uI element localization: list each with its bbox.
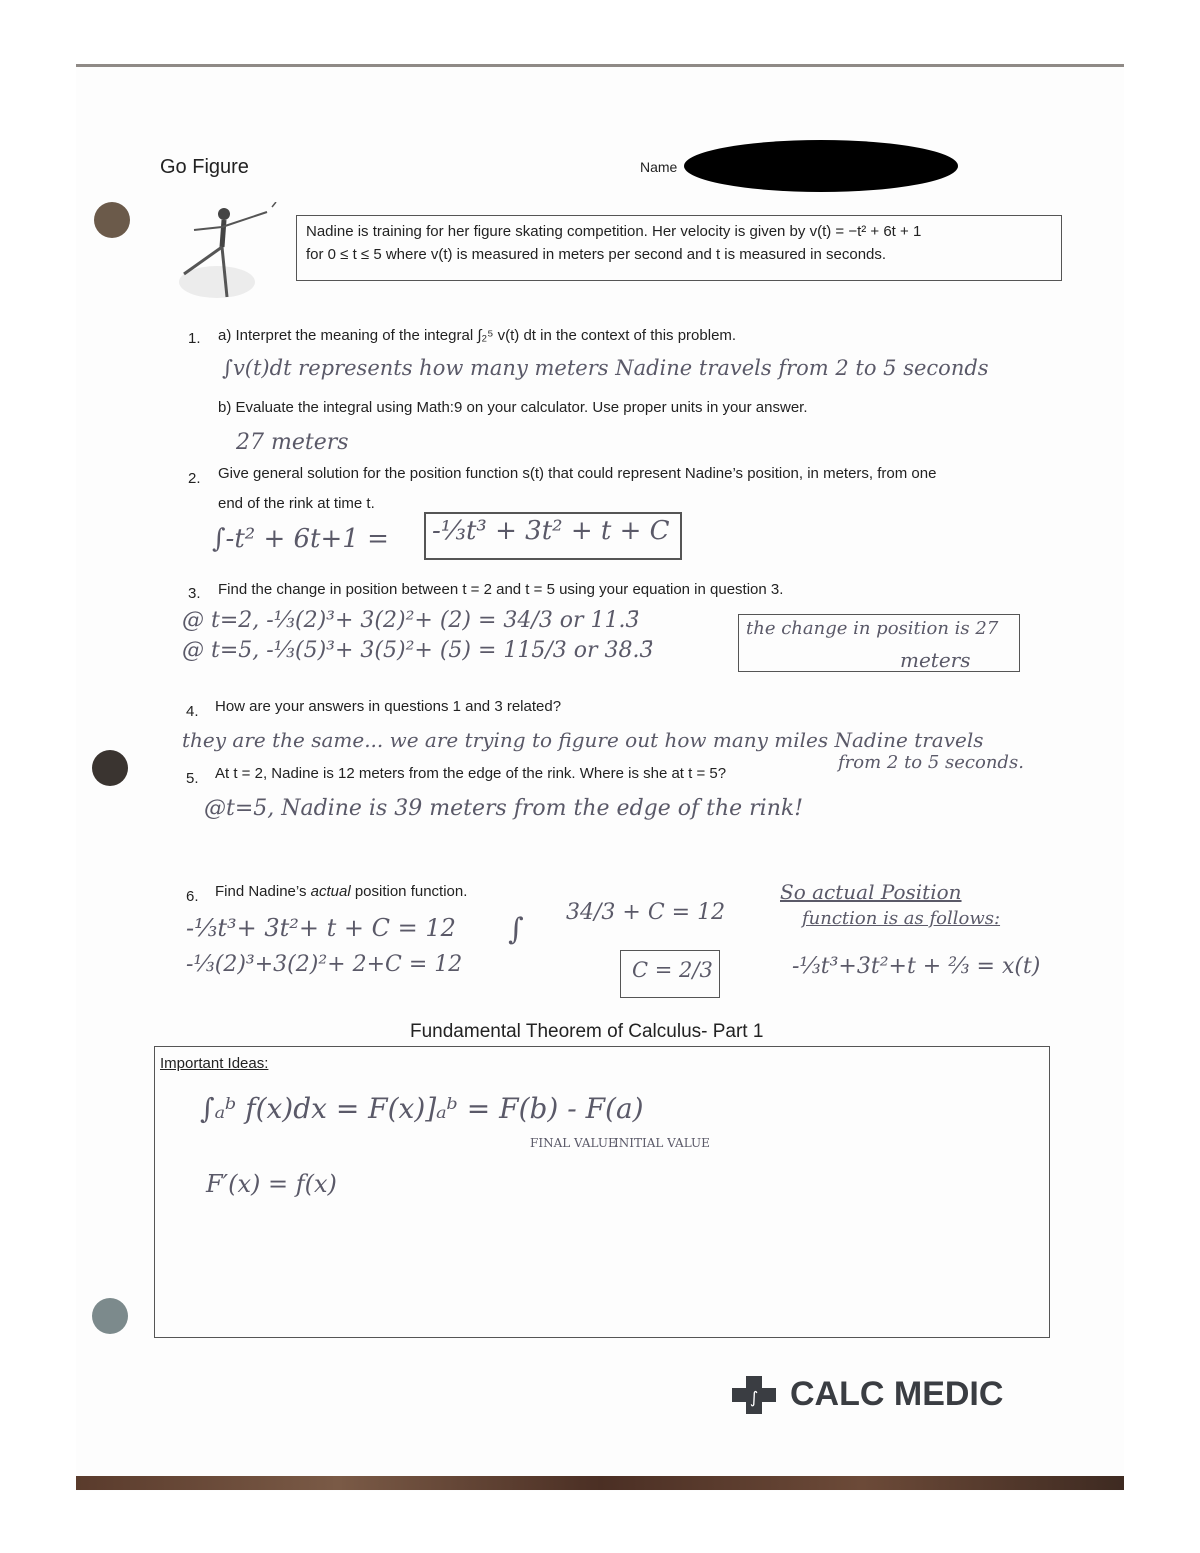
- question-2-number: 2.: [188, 470, 201, 487]
- question-6-substitution-arrow: ∫: [508, 912, 524, 947]
- question-3-text: Find the change in position between t = 2 and t = 5 using your equation in question 3.: [218, 581, 784, 598]
- question-3-work-line-2: @ t=5, -⅓(5)³+ 3(5)²+ (5) = 115/3 or 38.3̄: [182, 638, 654, 663]
- question-6-number: 6.: [186, 888, 199, 905]
- question-3-number: 3.: [188, 585, 201, 602]
- question-2-text-line-2: end of the rink at time t.: [218, 495, 375, 512]
- question-3-work-line-1: @ t=2, -⅓(2)³+ 3(2)²+ (2) = 34/3 or 11.3̄: [182, 608, 640, 633]
- intro-line-2: for 0 ≤ t ≤ 5 where v(t) is measured in meters per second and t is measured in seconds.: [306, 246, 887, 263]
- question-2-work: ∫-t² + 6t+1 =: [212, 524, 389, 554]
- question-6-text: Find Nadine’s actual position function.: [215, 883, 468, 900]
- question-6-conclusion-line-2: function is as follows:: [802, 908, 1001, 929]
- punch-hole-middle: [92, 750, 128, 786]
- ftc-initial-value-label: INITIAL VALUE: [614, 1136, 710, 1150]
- question-1b-text: b) Evaluate the integral using Math:9 on your calculator. Use proper units in your answer.: [218, 399, 808, 416]
- question-4-number: 4.: [186, 703, 199, 720]
- question-1-number: 1.: [188, 330, 201, 347]
- redacted-name: [684, 140, 958, 192]
- question-6-conclusion-line-1: So actual Position: [780, 880, 962, 904]
- ftc-formula: ∫ₐᵇ f(x)dx = F(x)]ₐᵇ = F(b) - F(a): [200, 1092, 644, 1125]
- question-1b-answer: 27 meters: [236, 430, 349, 455]
- ftc-section-title: Fundamental Theorem of Calculus- Part 1: [410, 1021, 764, 1042]
- punch-hole-bottom: [92, 1298, 128, 1334]
- question-1a-text: a) Interpret the meaning of the integral ∫₂⁵ v(t) dt in the context of this problem.: [218, 327, 737, 344]
- punch-hole-top: [94, 202, 130, 238]
- brand-name: CALC MEDIC: [790, 1375, 1004, 1413]
- name-label: Name: [640, 159, 678, 175]
- calc-medic-logo-icon: [732, 1376, 776, 1414]
- scan-edge: [76, 1476, 1124, 1490]
- intro-line-1: Nadine is training for her figure skating competition. Her velocity is given by v(t) = −t² + 6t + 1: [306, 223, 922, 240]
- worksheet-title: Go Figure: [160, 156, 249, 178]
- ftc-final-value-label: FINAL VALUE: [530, 1136, 617, 1150]
- question-2-boxed-answer: -⅓t³ + 3t² + t + C: [432, 516, 670, 546]
- question-6-work-line-1: -⅓t³+ 3t²+ t + C = 12: [186, 914, 456, 942]
- question-6-work-line-2: -⅓(2)³+3(2)²+ 2+C = 12: [186, 952, 463, 977]
- question-6-mid-line: 34/3 + C = 12: [566, 900, 726, 925]
- svg-text:∫: ∫: [749, 1388, 759, 1407]
- ftc-derivative: F′(x) = f(x): [206, 1170, 337, 1198]
- question-3-boxed-line-1: the change in position is 27: [746, 618, 999, 639]
- question-4-answer-line-1: they are the same... we are trying to figure out how many miles Nadine travels: [182, 728, 984, 752]
- question-4-answer-line-2: from 2 to 5 seconds.: [838, 752, 1024, 773]
- question-6-final-function: -⅓t³+3t²+t + ⅔ = x(t): [792, 954, 1041, 979]
- question-5-answer: @t=5, Nadine is 39 meters from the edge of the rink!: [204, 796, 804, 821]
- question-4-text: How are your answers in questions 1 and 3 related?: [215, 698, 562, 715]
- question-1a-answer: ∫v(t)dt represents how many meters Nadine travels from 2 to 5 seconds: [222, 356, 989, 380]
- important-ideas-label: Important Ideas:: [160, 1055, 269, 1072]
- question-2-text-line-1: Give general solution for the position function s(t) that could represent Nadine’s position, in meters, from one: [218, 465, 937, 482]
- question-5-number: 5.: [186, 770, 199, 787]
- figure-skater-icon: [172, 202, 282, 302]
- question-6-constant: C = 2/3: [632, 958, 713, 982]
- question-3-boxed-line-2: meters: [900, 648, 971, 672]
- question-5-text: At t = 2, Nadine is 12 meters from the edge of the rink. Where is she at t = 5?: [215, 765, 727, 782]
